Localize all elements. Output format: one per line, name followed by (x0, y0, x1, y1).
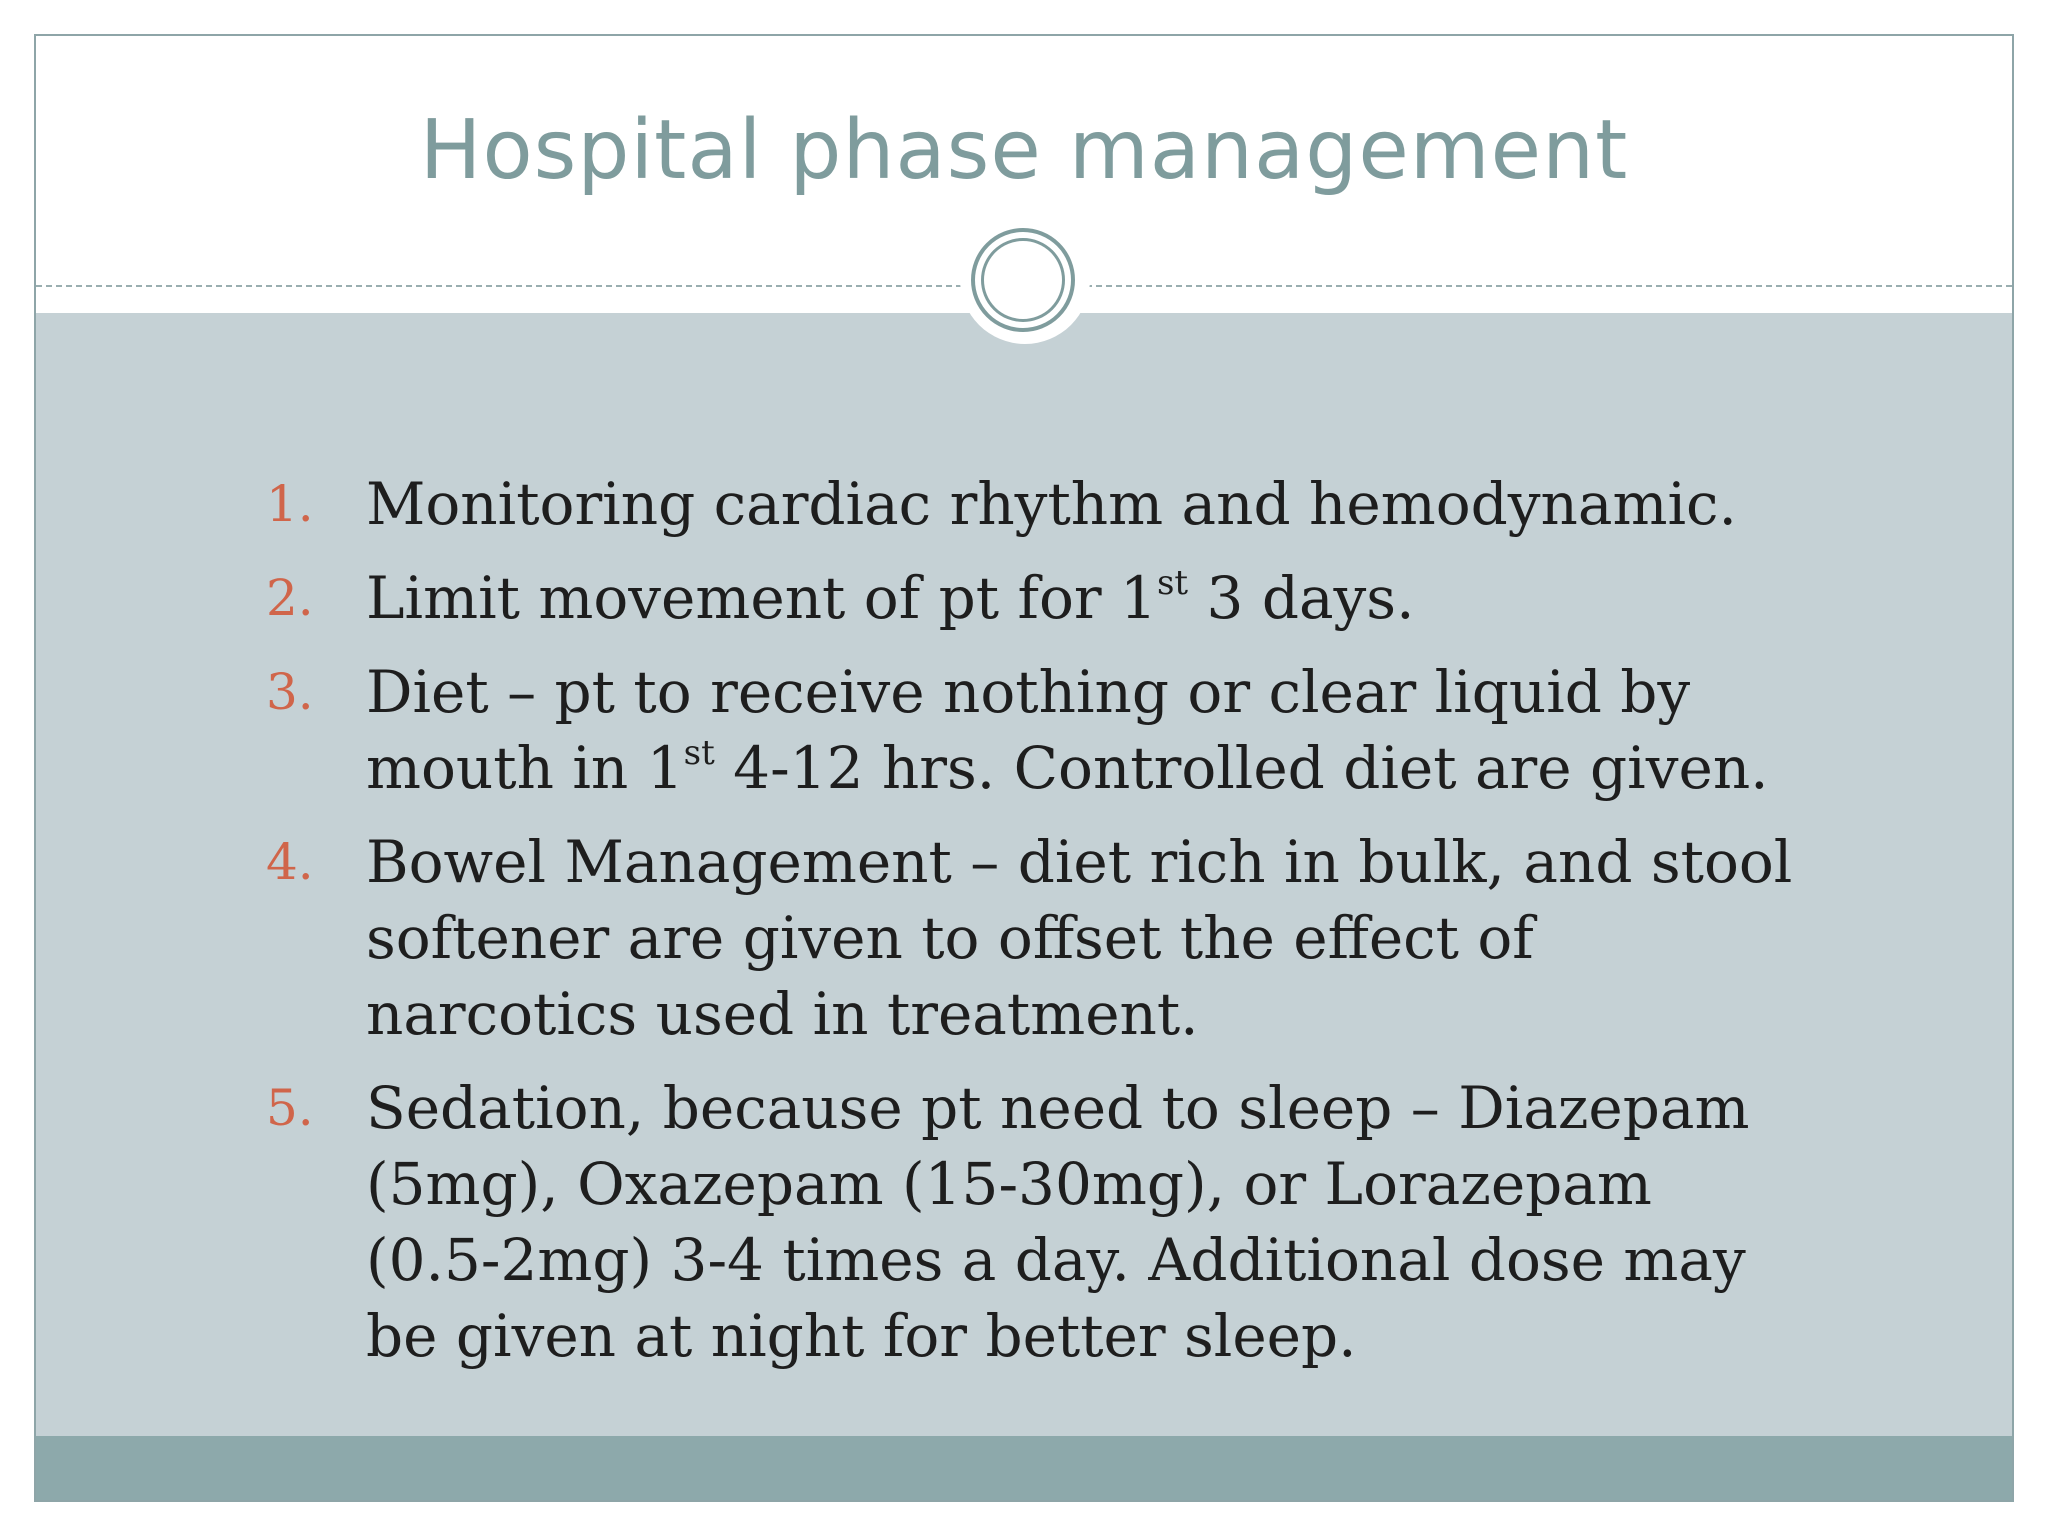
list-item-number: 2. (266, 569, 314, 627)
list-item (266, 560, 1906, 636)
list-item (266, 1070, 1906, 1374)
list-item (266, 466, 1906, 542)
list-item-text: Sedation, because pt need to sleep – Diazepam (366, 1074, 1750, 1142)
list-item-text: (5mg), Oxazepam (15-30mg), or Lorazepam (366, 1150, 1652, 1218)
numbered-list (266, 466, 1906, 1392)
list-item-text: softener are given to offset the effect of (366, 904, 1534, 972)
list-item-number: 4. (266, 833, 314, 891)
list-item-line (366, 730, 1906, 806)
list-item (266, 654, 1906, 806)
list-item-line (366, 900, 1906, 976)
list-item-number: 3. (266, 663, 314, 721)
ordinal-suffix: st (683, 733, 715, 773)
list-item-line (366, 654, 1906, 730)
list-item-text: narcotics used in treatment. (366, 980, 1199, 1048)
list-item-text: mouth in 1 (366, 734, 684, 802)
list-item-number: 1. (266, 475, 314, 533)
list-item-line (366, 1298, 1906, 1374)
ordinal-suffix: st (1156, 563, 1189, 603)
list-item (266, 824, 1906, 1052)
list-item-text: Limit movement of pt for 1 (366, 564, 1157, 632)
list-item-text: Diet – pt to receive nothing or clear liquid by (366, 658, 1691, 726)
list-item-line (366, 466, 1906, 542)
list-item-line (366, 1222, 1906, 1298)
list-item-line (366, 560, 1906, 636)
list-item-text: Monitoring cardiac rhythm and hemodynamic. (366, 470, 1737, 538)
list-item-line (366, 1146, 1906, 1222)
list-item-number: 5. (266, 1079, 314, 1137)
footer-bar (36, 1436, 2012, 1502)
list-item-line (366, 976, 1906, 1052)
list-item-text: 4-12 hrs. Controlled diet are given. (714, 734, 1769, 802)
list-item-text: (0.5-2mg) 3-4 times a day. Additional dose may (366, 1226, 1746, 1294)
list-item-line (366, 1070, 1906, 1146)
list-item-text: 3 days. (1188, 564, 1415, 632)
slide-title: Hospital phase management (419, 103, 1629, 198)
list-item-line (366, 824, 1906, 900)
list-item-text: Bowel Management – diet rich in bulk, and stool (366, 828, 1793, 896)
list-item-text: be given at night for better sleep. (366, 1302, 1357, 1370)
circle-ornament-inner-icon (981, 238, 1065, 322)
slide (34, 34, 2014, 1502)
